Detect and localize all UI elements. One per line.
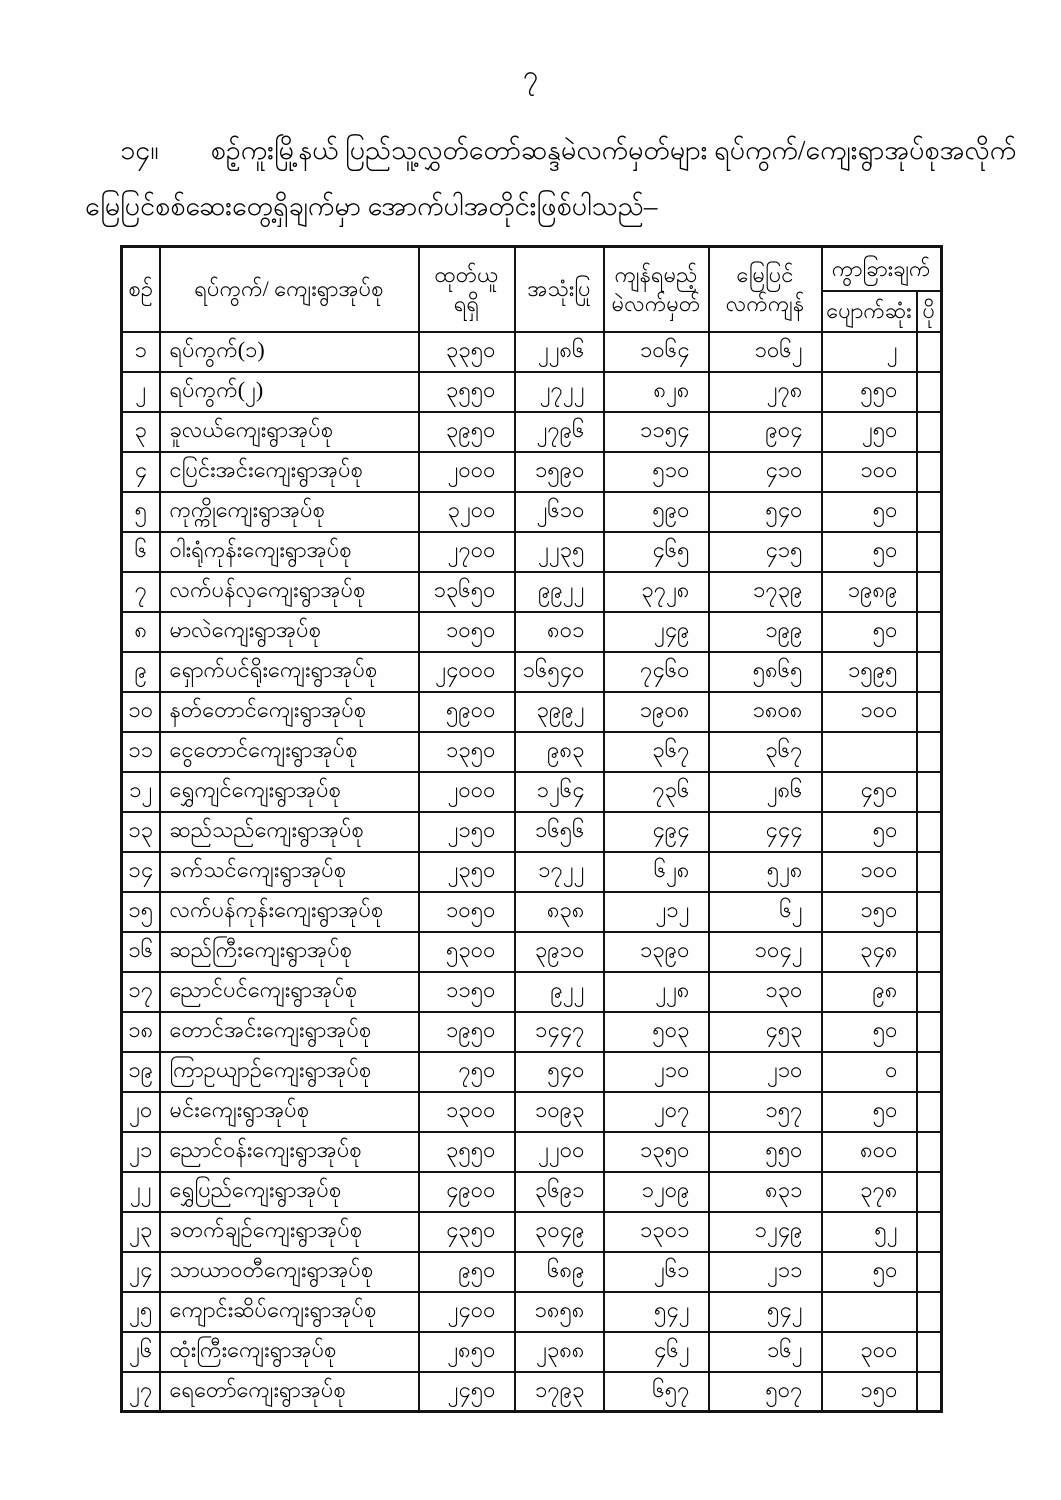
ground-balance-cell: ၁၀၄၂ [709, 932, 822, 972]
used-cell: ၁၀၉၃ [515, 1092, 604, 1132]
header-difference: ကွာခြားချက် [822, 247, 942, 291]
row-number-cell: ၉ [122, 652, 160, 692]
row-number-cell: ၁၀ [122, 692, 160, 732]
extra-cell [917, 692, 942, 732]
ward-name-cell: ကြာဥယျာဉ်ကျေးရွာအုပ်စု [160, 1052, 419, 1092]
ward-name-cell: ဝါးရုံကုန်းကျေးရွာအုပ်စု [160, 532, 419, 572]
issued-cell: ၃၅၅၀ [419, 1132, 515, 1172]
extra-cell [917, 1292, 942, 1332]
remaining-cell: ၄၉၄ [604, 812, 709, 852]
missing-cell: ၉၈ [822, 972, 917, 1012]
table-row [122, 972, 942, 1012]
table-row [122, 812, 942, 852]
ground-balance-cell: ၃၆၇ [709, 732, 822, 772]
issued-cell: ၁၁၅၀ [419, 972, 515, 1012]
extra-cell [917, 1172, 942, 1212]
table-row [122, 1332, 942, 1372]
header-issued: ထုတ်ယူ ရရှိ [419, 247, 515, 332]
ward-name-cell: ထုံးကြီးကျေးရွာအုပ်စု [160, 1332, 419, 1372]
remaining-cell: ၆၅၇ [604, 1372, 709, 1412]
used-cell: ၃၀၄၉ [515, 1212, 604, 1252]
row-number-cell: ၂၂ [122, 1172, 160, 1212]
row-number-cell: ၃ [122, 412, 160, 452]
row-number-cell: ၂ [122, 372, 160, 412]
issued-cell: ၂၁၅၀ [419, 812, 515, 852]
missing-cell: ၁၀၀ [822, 692, 917, 732]
remaining-cell: ၃၆၇ [604, 732, 709, 772]
extra-cell [917, 1212, 942, 1252]
issued-cell: ၂၄၀၀၀ [419, 652, 515, 692]
issued-cell: ၂၄၅၀ [419, 1372, 515, 1412]
issued-cell: ၇၅၀ [419, 1052, 515, 1092]
used-cell: ၁၆၅၆ [515, 812, 604, 852]
remaining-cell: ၁၀၆၄ [604, 332, 709, 372]
issued-cell: ၃၂၀၀ [419, 492, 515, 532]
table-row [122, 1372, 942, 1412]
ballot-results-table [120, 245, 943, 1413]
extra-cell [917, 412, 942, 452]
ground-balance-cell: ၂၁၀ [709, 1052, 822, 1092]
extra-cell [917, 372, 942, 412]
extra-cell [917, 1132, 942, 1172]
issued-cell: ၃၃၅၀ [419, 332, 515, 372]
missing-cell: ၁၅၀ [822, 892, 917, 932]
extra-cell [917, 892, 942, 932]
missing-cell: ၈၀၀ [822, 1132, 917, 1172]
row-number-cell: ၂၁ [122, 1132, 160, 1172]
issued-cell: ၂၇၀၀ [419, 532, 515, 572]
ward-name-cell: ငွေတောင်ကျေးရွာအုပ်စု [160, 732, 419, 772]
row-number-cell: ၁၄ [122, 852, 160, 892]
row-number-cell: ၁၂ [122, 772, 160, 812]
missing-cell: ၃၀၀ [822, 1332, 917, 1372]
intro-line-2 [85, 178, 990, 234]
extra-cell [917, 1092, 942, 1132]
ground-balance-cell: ၉၀၄ [709, 412, 822, 452]
ward-name-cell: ငပြင်းအင်းကျေးရွာအုပ်စု [160, 452, 419, 492]
extra-cell [917, 852, 942, 892]
row-number-cell: ၂၄ [122, 1252, 160, 1292]
remaining-cell: ၆၂၈ [604, 852, 709, 892]
used-cell: ၃၉၁၀ [515, 932, 604, 972]
remaining-cell: ၁၂၀၉ [604, 1172, 709, 1212]
issued-cell: ၉၅၀ [419, 1252, 515, 1292]
issued-cell: ၂၄၀၀ [419, 1292, 515, 1332]
remaining-cell: ၇၄၆၀ [604, 652, 709, 692]
issued-cell: ၂၈၅၀ [419, 1332, 515, 1372]
ground-balance-cell: ၅၅၀ [709, 1132, 822, 1172]
used-cell: ၁၇၉၃ [515, 1372, 604, 1412]
used-cell: ၂၂၃၅ [515, 532, 604, 572]
row-number-cell: ၁၈ [122, 1012, 160, 1052]
extra-cell [917, 1332, 942, 1372]
ward-name-cell: ရွှေပြည်ကျေးရွာအုပ်စု [160, 1172, 419, 1212]
intro-item-number: ၁၄။ [120, 135, 159, 165]
table-row [122, 732, 942, 772]
ground-balance-cell: ၄၅၃ [709, 1012, 822, 1052]
extra-cell [917, 612, 942, 652]
used-cell: ၂၇၉၆ [515, 412, 604, 452]
ward-name-cell: နတ်တောင်ကျေးရွာအုပ်စု [160, 692, 419, 732]
table-row [122, 332, 942, 372]
table-header [122, 247, 942, 332]
issued-cell: ၅၃၀၀ [419, 932, 515, 972]
ward-name-cell: ညောင်ဝန်းကျေးရွာအုပ်စု [160, 1132, 419, 1172]
issued-cell: ၄၉၀၀ [419, 1172, 515, 1212]
table-row [122, 532, 942, 572]
extra-cell [917, 1012, 942, 1052]
ground-balance-cell: ၁၈၀၈ [709, 692, 822, 732]
ward-name-cell: လက်ပန်ကုန်းကျေးရွာအုပ်စု [160, 892, 419, 932]
issued-cell: ၂၃၅၀ [419, 852, 515, 892]
missing-cell: ၅၀ [822, 532, 917, 572]
table-row [122, 852, 942, 892]
missing-cell: ၅၀ [822, 492, 917, 532]
extra-cell [917, 332, 942, 372]
missing-cell: ၅၀ [822, 812, 917, 852]
ground-balance-cell: ၁၀၆၂ [709, 332, 822, 372]
issued-cell: ၅၉၀၀ [419, 692, 515, 732]
ward-name-cell: ရှောက်ပင်ရိုးကျေးရွာအုပ်စု [160, 652, 419, 692]
used-cell: ၅၄၀ [515, 1052, 604, 1092]
extra-cell [917, 932, 942, 972]
table-row [122, 1292, 942, 1332]
remaining-cell: ၂၁၂ [604, 892, 709, 932]
remaining-cell: ၈၂၈ [604, 372, 709, 412]
issued-cell: ၂၀၀၀ [419, 452, 515, 492]
ground-balance-cell: ၂၇၈ [709, 372, 822, 412]
remaining-cell: ၁၁၅၄ [604, 412, 709, 452]
header-remaining-ballots: ကျန်ရမည့် မဲလက်မှတ် [604, 247, 709, 332]
table-row [122, 1092, 942, 1132]
used-cell: ၂၆၁၀ [515, 492, 604, 532]
issued-cell: ၃၉၅၀ [419, 412, 515, 452]
remaining-cell: ၅၀၃ [604, 1012, 709, 1052]
used-cell: ၆၈၉ [515, 1252, 604, 1292]
missing-cell: ၅၅၀ [822, 372, 917, 412]
remaining-cell: ၁၃၉၀ [604, 932, 709, 972]
row-number-cell: ၈ [122, 612, 160, 652]
table-row [122, 492, 942, 532]
table-row [122, 692, 942, 732]
ground-balance-cell: ၁၅၇ [709, 1092, 822, 1132]
intro-paragraph [85, 122, 1017, 234]
extra-cell [917, 452, 942, 492]
header-no: စဉ် [122, 247, 160, 332]
intro-text-1: စဉ့်ကူးမြို့နယ် ပြည်သူ့လွှတ်တော်ဆန္ဒမဲလက်မှတ်များ ရပ်ကွက်/ကျေးရွာအုပ်စုအလိုက် [210, 135, 1017, 165]
missing-cell: ၁၉၈၉ [822, 572, 917, 612]
ground-balance-cell: ၂၁၁ [709, 1252, 822, 1292]
remaining-cell: ၃၇၂၈ [604, 572, 709, 612]
issued-cell: ၃၅၅၀ [419, 372, 515, 412]
ward-name-cell: သာယာဝတီကျေးရွာအုပ်စု [160, 1252, 419, 1292]
row-number-cell: ၁ [122, 332, 160, 372]
used-cell: ၃၆၉၁ [515, 1172, 604, 1212]
missing-cell [822, 732, 917, 772]
remaining-cell: ၅၁၀ [604, 452, 709, 492]
used-cell: ၁၇၂၂ [515, 852, 604, 892]
issued-cell: ၁၀၅၀ [419, 892, 515, 932]
extra-cell [917, 652, 942, 692]
ward-name-cell: တောင်အင်းကျေးရွာအုပ်စု [160, 1012, 419, 1052]
ward-name-cell: ရပ်ကွက်(၂) [160, 372, 419, 412]
missing-cell: ၅၀ [822, 612, 917, 652]
ground-balance-cell: ၅၄၂ [709, 1292, 822, 1332]
ward-name-cell: ဆည်ကြီးကျေးရွာအုပ်စု [160, 932, 419, 972]
missing-cell: ၁၀၀ [822, 452, 917, 492]
ground-balance-cell: ၆၂ [709, 892, 822, 932]
remaining-cell: ၂၀၇ [604, 1092, 709, 1132]
row-number-cell: ၁၅ [122, 892, 160, 932]
extra-cell [917, 1252, 942, 1292]
row-number-cell: ၆ [122, 532, 160, 572]
ground-balance-cell: ၁၉၉ [709, 612, 822, 652]
remaining-cell: ၅၄၂ [604, 1292, 709, 1332]
table-row [122, 1052, 942, 1092]
intro-line-1 [85, 122, 1017, 178]
ground-balance-cell: ၈၃၁ [709, 1172, 822, 1212]
ground-balance-cell: ၅၈၆၅ [709, 652, 822, 692]
used-cell: ၁၄၄၇ [515, 1012, 604, 1052]
table-row [122, 452, 942, 492]
row-number-cell: ၂၀ [122, 1092, 160, 1132]
used-cell: ၂၇၂၂ [515, 372, 604, 412]
used-cell: ၃၉၉၂ [515, 692, 604, 732]
used-cell: ၁၆၅၄၀ [515, 652, 604, 692]
intro-text-2: မြေပြင်စစ်ဆေးတွေ့ရှိချက်မှာ အောက်ပါအတိုင်းဖြစ်ပါသည်– [85, 191, 658, 221]
used-cell: ၉၂၂ [515, 972, 604, 1012]
header-missing: ပျောက်ဆုံး [822, 291, 917, 332]
extra-cell [917, 812, 942, 852]
remaining-cell: ၂၁၀ [604, 1052, 709, 1092]
issued-cell: ၁၃၅၀ [419, 732, 515, 772]
remaining-cell: ၅၉၀ [604, 492, 709, 532]
missing-cell: ၅၀ [822, 1252, 917, 1292]
ground-balance-cell: ၅၄၀ [709, 492, 822, 532]
missing-cell: ၃၄၈ [822, 932, 917, 972]
extra-cell [917, 732, 942, 772]
remaining-cell: ၄၆၅ [604, 532, 709, 572]
row-number-cell: ၄ [122, 452, 160, 492]
remaining-cell: ၇၃၆ [604, 772, 709, 812]
row-number-cell: ၁၃ [122, 812, 160, 852]
remaining-cell: ၄၆၂ [604, 1332, 709, 1372]
missing-cell: ၂၅၀ [822, 412, 917, 452]
extra-cell [917, 1052, 942, 1092]
row-number-cell: ၁၁ [122, 732, 160, 772]
ward-name-cell: ခက်သင်ကျေးရွာအုပ်စု [160, 852, 419, 892]
issued-cell: ၁၀၅၀ [419, 612, 515, 652]
issued-cell: ၄၃၅၀ [419, 1212, 515, 1252]
table-row [122, 1252, 942, 1292]
issued-cell: ၂၀၀၀ [419, 772, 515, 812]
row-number-cell: ၁၆ [122, 932, 160, 972]
header-ground-balance: မြေပြင် လက်ကျန် [709, 247, 822, 332]
ground-balance-cell: ၂၈၆ [709, 772, 822, 812]
remaining-cell: ၁၃၀၁ [604, 1212, 709, 1252]
missing-cell: ၁၀၀ [822, 852, 917, 892]
ground-balance-cell: ၄၁၀ [709, 452, 822, 492]
table-row [122, 652, 942, 692]
row-number-cell: ၇ [122, 572, 160, 612]
table-row [122, 772, 942, 812]
missing-cell: ၂ [822, 332, 917, 372]
ground-balance-cell: ၅၂၈ [709, 852, 822, 892]
missing-cell: ၀ [822, 1052, 917, 1092]
extra-cell [917, 492, 942, 532]
remaining-cell: ၂၆၁ [604, 1252, 709, 1292]
ground-balance-cell: ၁၃၀ [709, 972, 822, 1012]
extra-cell [917, 532, 942, 572]
remaining-cell: ၂၂၈ [604, 972, 709, 1012]
row-number-cell: ၂၅ [122, 1292, 160, 1332]
extra-cell [917, 572, 942, 612]
ground-balance-cell: ၄၄၄ [709, 812, 822, 852]
used-cell: ၈၃၈ [515, 892, 604, 932]
ward-name-cell: ကျောင်းဆိပ်ကျေးရွာအုပ်စု [160, 1292, 419, 1332]
ward-name-cell: မာလဲကျေးရွာအုပ်စု [160, 612, 419, 652]
table-row [122, 932, 942, 972]
extra-cell [917, 972, 942, 1012]
remaining-cell: ၁၃၅၀ [604, 1132, 709, 1172]
table-row [122, 892, 942, 932]
row-number-cell: ၁၉ [122, 1052, 160, 1092]
ground-balance-cell: ၁၇၃၉ [709, 572, 822, 612]
used-cell: ၂၂၀၀ [515, 1132, 604, 1172]
missing-cell: ၁၅၉၅ [822, 652, 917, 692]
table-row [122, 1012, 942, 1052]
header-extra: ပို [917, 291, 942, 332]
missing-cell: ၄၅၀ [822, 772, 917, 812]
used-cell: ၈၀၁ [515, 612, 604, 652]
used-cell: ၂၃၈၈ [515, 1332, 604, 1372]
remaining-cell: ၂၄၉ [604, 612, 709, 652]
row-number-cell: ၁၇ [122, 972, 160, 1012]
ward-name-cell: ဆည်သည်ကျေးရွာအုပ်စု [160, 812, 419, 852]
missing-cell [822, 1292, 917, 1332]
missing-cell: ၅၀ [822, 1092, 917, 1132]
ground-balance-cell: ၅၀၇ [709, 1372, 822, 1412]
table-row [122, 1212, 942, 1252]
used-cell: ၉၉၂၂ [515, 572, 604, 612]
issued-cell: ၁၃၆၅၀ [419, 572, 515, 612]
ground-balance-cell: ၁၂၄၉ [709, 1212, 822, 1252]
used-cell: ၁၂၆၄ [515, 772, 604, 812]
row-number-cell: ၂၆ [122, 1332, 160, 1372]
used-cell: ၂၂၈၆ [515, 332, 604, 372]
ward-name-cell: မင်းကျေးရွာအုပ်စု [160, 1092, 419, 1132]
ward-name-cell: ညောင်ပင်ကျေးရွာအုပ်စု [160, 972, 419, 1012]
header-ward-name: ရပ်ကွက်/ ကျေးရွာအုပ်စု [160, 247, 419, 332]
table-row [122, 372, 942, 412]
missing-cell: ၃၇၈ [822, 1172, 917, 1212]
ward-name-cell: ရေတော်ကျေးရွာအုပ်စု [160, 1372, 419, 1412]
ground-balance-cell: ၄၁၅ [709, 532, 822, 572]
used-cell: ၁၈၅၈ [515, 1292, 604, 1332]
ward-name-cell: ရွှေကျင်ကျေးရွာအုပ်စု [160, 772, 419, 812]
ward-name-cell: ခူလယ်ကျေးရွာအုပ်စု [160, 412, 419, 452]
ground-balance-cell: ၁၆၂ [709, 1332, 822, 1372]
issued-cell: ၁၉၅၀ [419, 1012, 515, 1052]
ward-name-cell: ရပ်ကွက်(၁) [160, 332, 419, 372]
table-row [122, 412, 942, 452]
table-row [122, 1172, 942, 1212]
missing-cell: ၅၀ [822, 1012, 917, 1052]
ward-name-cell: ခတက်ချဉ်ကျေးရွာအုပ်စု [160, 1212, 419, 1252]
missing-cell: ၅၂ [822, 1212, 917, 1252]
row-number-cell: ၂၃ [122, 1212, 160, 1252]
missing-cell: ၁၅၀ [822, 1372, 917, 1412]
remaining-cell: ၁၉၀၈ [604, 692, 709, 732]
ward-name-cell: လက်ပန်လှကျေးရွာအုပ်စု [160, 572, 419, 612]
table-body [122, 332, 942, 1412]
row-number-cell: ၂၇ [122, 1372, 160, 1412]
used-cell: ၉၈၃ [515, 732, 604, 772]
issued-cell: ၁၃၀၀ [419, 1092, 515, 1132]
header-used: အသုံးပြု [515, 247, 604, 332]
table-row [122, 572, 942, 612]
used-cell: ၁၅၉၀ [515, 452, 604, 492]
table-row [122, 612, 942, 652]
extra-cell [917, 1372, 942, 1412]
ward-name-cell: ကုက္ကိုကျေးရွာအုပ်စု [160, 492, 419, 532]
table-row [122, 1132, 942, 1172]
extra-cell [917, 772, 942, 812]
page-number: ၇ [522, 60, 539, 90]
row-number-cell: ၅ [122, 492, 160, 532]
